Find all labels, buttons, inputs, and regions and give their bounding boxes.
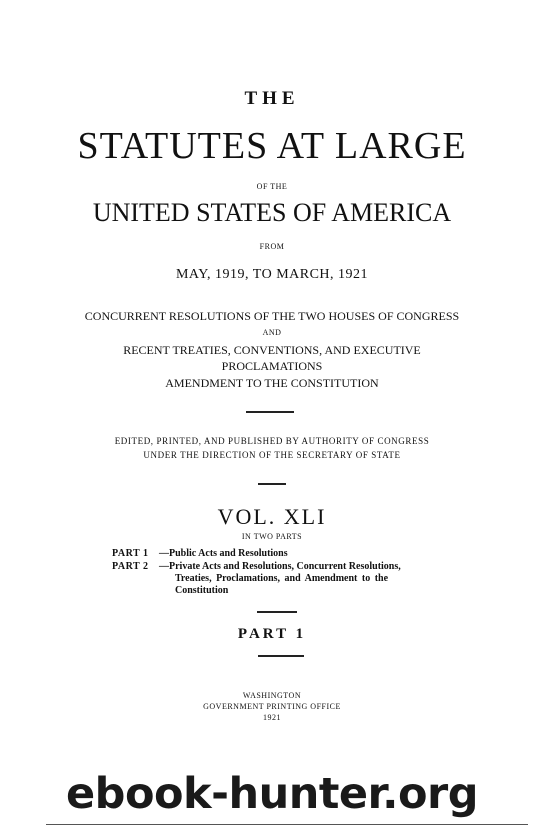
contents-line-2: AND bbox=[262, 328, 282, 337]
part-label: PART 2 bbox=[112, 561, 149, 572]
in-two-parts-label: IN TWO PARTS bbox=[241, 532, 303, 541]
imprint-year: 1921 bbox=[263, 713, 281, 722]
period-label: MAY, 1919, TO MARCH, 1921 bbox=[175, 267, 369, 282]
from-label: FROM bbox=[259, 242, 285, 251]
part-description: —Private Acts and Resolutions, Concurrent Resolutions, bbox=[159, 561, 401, 572]
contents-line-4: PROCLAMATIONS bbox=[221, 359, 323, 373]
edited-line-1: EDITED, PRINTED, AND PUBLISHED BY AUTHORITY OF CONGRESS bbox=[114, 436, 430, 446]
main-title: STATUTES AT LARGE bbox=[77, 125, 467, 167]
divider-rule bbox=[258, 655, 304, 657]
part-2-continuation-line-2: Constitution bbox=[175, 585, 229, 596]
country-title: UNITED STATES OF AMERICA bbox=[92, 198, 452, 227]
of-the-label: OF THE bbox=[256, 182, 288, 191]
imprint-publisher: GOVERNMENT PRINTING OFFICE bbox=[203, 702, 341, 711]
volume-title: VOL. XLI bbox=[217, 504, 327, 529]
heading-the: THE bbox=[244, 88, 300, 109]
part-title: PART 1 bbox=[237, 626, 307, 642]
part-label: PART 1 bbox=[112, 548, 149, 559]
contents-line-3: RECENT TREATIES, CONVENTIONS, AND EXECUTIVE bbox=[123, 343, 421, 357]
imprint-city: WASHINGTON bbox=[242, 691, 302, 700]
divider-rule bbox=[257, 611, 297, 613]
contents-line-1: CONCURRENT RESOLUTIONS OF THE TWO HOUSES OF CONGRESS bbox=[84, 309, 460, 323]
divider-rule bbox=[258, 483, 286, 485]
contents-line-5: AMENDMENT TO THE CONSTITUTION bbox=[165, 376, 379, 390]
part-2-continuation-line-1: Treaties, Proclamations, and Amendment to the bbox=[175, 573, 389, 584]
edited-line-2: UNDER THE DIRECTION OF THE SECRETARY OF STATE bbox=[143, 450, 401, 460]
part-entry bbox=[112, 561, 401, 572]
divider-rule bbox=[246, 411, 294, 413]
watermark-text: ebook-hunter.org bbox=[66, 769, 478, 819]
part-description: —Public Acts and Resolutions bbox=[159, 548, 288, 559]
bottom-rule bbox=[46, 824, 528, 825]
part-entry bbox=[112, 548, 288, 559]
